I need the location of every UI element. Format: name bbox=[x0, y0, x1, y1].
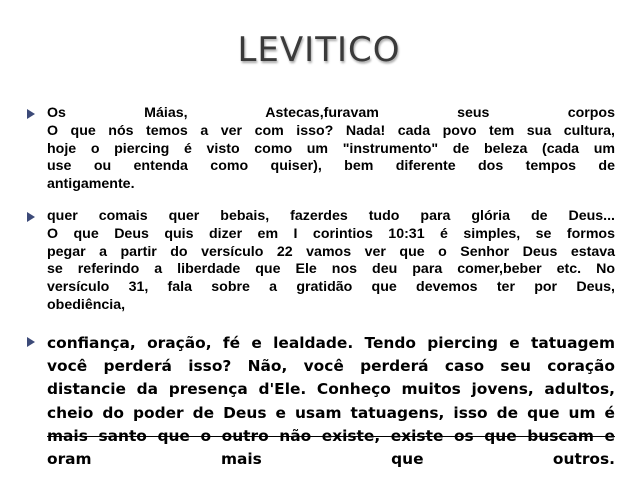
paragraph-line: hoje o piercing é visto como um "instrumento" de beleza (cada um bbox=[47, 140, 615, 157]
paragraph-line: cheio do poder de Deus e usam tatuagens, isso de que um é bbox=[47, 403, 615, 422]
paragraph-line: antigamente. bbox=[47, 176, 135, 193]
bullet-arrow-icon bbox=[27, 337, 35, 347]
paragraph-line: versículo 31, fala sobre a gratidão que devemos ter por Deus, bbox=[47, 279, 615, 296]
slide-title: LEVITICO bbox=[237, 30, 401, 70]
paragraph-line: distancie da presença d'Ele. Conheço muitos jovens, adultos, bbox=[47, 380, 615, 399]
paragraph-line: O que Deus quis dizer em I corintios 10:31 é simples, se formos bbox=[47, 225, 615, 242]
paragraph-line: O que nós temos a ver com isso? Nada! cada povo tem sua cultura, bbox=[47, 122, 615, 139]
paragraph-line: oram mais que outros. bbox=[47, 450, 615, 469]
paragraph-line: obediência, bbox=[47, 296, 126, 313]
paragraph-line: você perderá isso? Não, você perderá caso seu coração bbox=[47, 357, 615, 376]
paragraph-line: se referindo a liberdade que Ele nos deu para comer,beber etc. No bbox=[47, 261, 615, 278]
paragraph-line: confiança, oração, fé e lealdade. Tendo piercing e tatuagem bbox=[47, 334, 615, 352]
paragraph-line: Os Máias, Astecas,furavam seus corpos bbox=[47, 105, 615, 121]
bullet-paragraph-1 bbox=[47, 105, 615, 194]
paragraph-line: mais santo que o outro não existe, existe os que buscam e bbox=[47, 426, 615, 445]
bullet-arrow-icon bbox=[27, 109, 35, 119]
bullet-paragraph-2 bbox=[47, 208, 615, 315]
bullet-arrow-icon bbox=[27, 212, 35, 222]
paragraph-line: use ou entenda como quiser), bem diferente dos tempos de bbox=[47, 158, 615, 175]
bullet-paragraph-3 bbox=[47, 332, 615, 471]
paragraph-line: quer comais quer bebais, fazerdes tudo para glória de Deus... bbox=[47, 208, 615, 224]
paragraph-line: pegar a partir do versículo 22 vamos ver que o Senhor Deus estava bbox=[47, 243, 615, 260]
